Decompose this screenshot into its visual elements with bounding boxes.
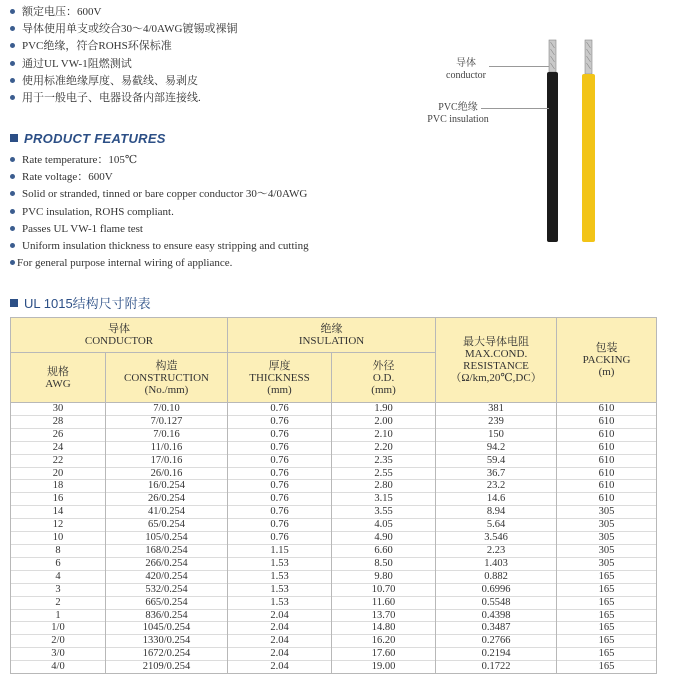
thickness-header: 厚度 THICKNESS (mm): [228, 353, 332, 403]
packing-cell: 165: [557, 648, 657, 661]
packing-cell: 610: [557, 467, 657, 480]
packing-cell: 305: [557, 506, 657, 519]
packing-cell: 610: [557, 493, 657, 506]
thickness-cell: 2.04: [228, 661, 332, 674]
awg-cell: 2/0: [11, 635, 106, 648]
table-row: [11, 506, 657, 519]
resistance-cell: 36.7: [436, 467, 557, 480]
thickness-cell: 0.76: [228, 403, 332, 416]
construction-cell: 7/0.16: [106, 428, 228, 441]
table-row: [11, 480, 657, 493]
od-cell: 4.05: [332, 519, 436, 532]
awg-header: 规格 AWG: [11, 353, 106, 403]
square-bullet-icon: [10, 134, 18, 142]
table-row: [11, 609, 657, 622]
awg-cell: 16: [11, 493, 106, 506]
table-row: [11, 467, 657, 480]
table-row: [11, 532, 657, 545]
yellow-wire-insulation: [582, 74, 595, 242]
awg-cell: 12: [11, 519, 106, 532]
od-cell: 14.80: [332, 622, 436, 635]
black-wire-insulation: [547, 72, 558, 242]
conductor-header: 导体 CONDUCTOR: [11, 318, 228, 353]
construction-cell: 41/0.254: [106, 506, 228, 519]
od-cell: 13.70: [332, 609, 436, 622]
awg-cell: 8: [11, 544, 106, 557]
packing-cell: 305: [557, 519, 657, 532]
od-cell: 17.60: [332, 648, 436, 661]
awg-cell: 1: [11, 609, 106, 622]
packing-cell: 305: [557, 544, 657, 557]
packing-header: 包装 PACKING (m): [557, 318, 657, 403]
od-cell: 2.35: [332, 454, 436, 467]
bullet-icon: [10, 243, 15, 248]
construction-cell: 105/0.254: [106, 532, 228, 545]
thickness-cell: 0.76: [228, 441, 332, 454]
od-cell: 9.80: [332, 570, 436, 583]
resistance-cell: 94.2: [436, 441, 557, 454]
construction-cell: 266/0.254: [106, 557, 228, 570]
construction-cell: 11/0.16: [106, 441, 228, 454]
awg-cell: 1/0: [11, 622, 106, 635]
bullet-icon: [10, 260, 15, 265]
thickness-cell: 1.15: [228, 544, 332, 557]
awg-cell: 22: [11, 454, 106, 467]
resistance-cell: 0.2766: [436, 635, 557, 648]
thickness-cell: 2.04: [228, 635, 332, 648]
awg-cell: 28: [11, 415, 106, 428]
packing-cell: 610: [557, 454, 657, 467]
table-row: [11, 635, 657, 648]
thickness-cell: 0.76: [228, 454, 332, 467]
wire-illustration: [540, 36, 660, 246]
resistance-cell: 0.1722: [436, 661, 557, 674]
chinese-features-list: [10, 4, 430, 107]
thickness-cell: 0.76: [228, 480, 332, 493]
awg-cell: 2: [11, 596, 106, 609]
resistance-cell: 0.882: [436, 570, 557, 583]
table-header-row: [11, 318, 657, 353]
list-item: 用于一般电子、电器设备内部连接线.: [10, 90, 430, 107]
resistance-cell: 2.23: [436, 544, 557, 557]
construction-cell: 7/0.10: [106, 403, 228, 416]
thickness-cell: 0.76: [228, 506, 332, 519]
awg-cell: 4/0: [11, 661, 106, 674]
construction-cell: 532/0.254: [106, 583, 228, 596]
od-cell: 19.00: [332, 661, 436, 674]
packing-cell: 305: [557, 532, 657, 545]
awg-cell: 6: [11, 557, 106, 570]
resistance-header: 最大导体电阻 MAX.COND. RESISTANCE （Ω/km,20℃,DC）: [436, 318, 557, 403]
conductor-label: 导体 conductor: [446, 58, 486, 81]
bullet-icon: [10, 157, 15, 162]
thickness-cell: 2.04: [228, 622, 332, 635]
table-row: [11, 415, 657, 428]
thickness-cell: 0.76: [228, 532, 332, 545]
resistance-cell: 8.94: [436, 506, 557, 519]
packing-cell: 610: [557, 428, 657, 441]
list-item: For general purpose internal wiring of appliance.: [10, 255, 430, 272]
table-row: [11, 441, 657, 454]
table-row: [11, 557, 657, 570]
construction-cell: 1045/0.254: [106, 622, 228, 635]
od-cell: 4.90: [332, 532, 436, 545]
od-cell: 8.50: [332, 557, 436, 570]
packing-cell: 165: [557, 570, 657, 583]
thickness-cell: 1.53: [228, 583, 332, 596]
packing-cell: 165: [557, 661, 657, 674]
construction-cell: 168/0.254: [106, 544, 228, 557]
packing-cell: 165: [557, 609, 657, 622]
construction-header: 构造 CONSTRUCTION (No./mm): [106, 353, 228, 403]
insulation-label: PVC绝缘 PVC insulation: [427, 102, 489, 125]
packing-cell: 305: [557, 557, 657, 570]
resistance-cell: 5.64: [436, 519, 557, 532]
bullet-icon: [10, 209, 15, 214]
spec-table: [10, 317, 657, 674]
square-bullet-icon: [10, 299, 18, 307]
awg-cell: 26: [11, 428, 106, 441]
list-item: Rate voltage：600V: [10, 169, 430, 186]
table-row: [11, 648, 657, 661]
packing-cell: 610: [557, 441, 657, 454]
table-row: [11, 403, 657, 416]
construction-cell: 2109/0.254: [106, 661, 228, 674]
yellow-wire-conductor: [585, 40, 592, 74]
awg-cell: 3/0: [11, 648, 106, 661]
awg-cell: 20: [11, 467, 106, 480]
od-cell: 2.20: [332, 441, 436, 454]
resistance-cell: 0.6996: [436, 583, 557, 596]
table-row: [11, 570, 657, 583]
packing-cell: 610: [557, 403, 657, 416]
resistance-cell: 381: [436, 403, 557, 416]
list-item: Uniform insulation thickness to ensure easy stripping and cutting: [10, 238, 430, 255]
thickness-cell: 0.76: [228, 415, 332, 428]
construction-cell: 665/0.254: [106, 596, 228, 609]
resistance-cell: 150: [436, 428, 557, 441]
od-cell: 1.90: [332, 403, 436, 416]
resistance-cell: 0.2194: [436, 648, 557, 661]
list-item: Rate temperature：105℃: [10, 152, 430, 169]
od-cell: 2.00: [332, 415, 436, 428]
resistance-cell: 23.2: [436, 480, 557, 493]
od-cell: 16.20: [332, 635, 436, 648]
awg-cell: 30: [11, 403, 106, 416]
bullet-icon: [10, 191, 15, 196]
packing-cell: 610: [557, 415, 657, 428]
awg-cell: 24: [11, 441, 106, 454]
bullet-icon: [10, 78, 15, 83]
packing-cell: 610: [557, 480, 657, 493]
english-features-list: [10, 152, 430, 272]
bullet-icon: [10, 26, 15, 31]
packing-cell: 165: [557, 596, 657, 609]
list-item: 通过UL VW-1阻燃测试: [10, 56, 430, 73]
construction-cell: 16/0.254: [106, 480, 228, 493]
bullet-icon: [10, 95, 15, 100]
bullet-icon: [10, 174, 15, 179]
construction-cell: 65/0.254: [106, 519, 228, 532]
table-row: [11, 454, 657, 467]
resistance-cell: 14.6: [436, 493, 557, 506]
construction-cell: 420/0.254: [106, 570, 228, 583]
packing-cell: 165: [557, 622, 657, 635]
thickness-cell: 2.04: [228, 648, 332, 661]
awg-cell: 10: [11, 532, 106, 545]
od-header: 外径 O.D. (mm): [332, 353, 436, 403]
thickness-cell: 0.76: [228, 519, 332, 532]
thickness-cell: 0.76: [228, 428, 332, 441]
table-row: [11, 428, 657, 441]
bullet-icon: [10, 43, 15, 48]
table-row: [11, 544, 657, 557]
list-item: Passes UL VW-1 flame test: [10, 221, 430, 238]
resistance-cell: 0.4398: [436, 609, 557, 622]
od-cell: 2.55: [332, 467, 436, 480]
construction-cell: 836/0.254: [106, 609, 228, 622]
list-item: 额定电压：600V: [10, 4, 430, 21]
thickness-cell: 0.76: [228, 493, 332, 506]
thickness-cell: 2.04: [228, 609, 332, 622]
spec-table-body: [11, 403, 657, 674]
construction-cell: 26/0.16: [106, 467, 228, 480]
resistance-cell: 0.3487: [436, 622, 557, 635]
od-cell: 3.15: [332, 493, 436, 506]
thickness-cell: 1.53: [228, 596, 332, 609]
table-row: [11, 596, 657, 609]
awg-cell: 4: [11, 570, 106, 583]
table-row: [11, 622, 657, 635]
table-title: UL 1015结构尺寸附表: [10, 293, 151, 312]
packing-cell: 165: [557, 583, 657, 596]
table-row: [11, 661, 657, 674]
black-wire-conductor: [549, 40, 556, 72]
construction-cell: 7/0.127: [106, 415, 228, 428]
od-cell: 2.80: [332, 480, 436, 493]
awg-cell: 14: [11, 506, 106, 519]
resistance-cell: 0.5548: [436, 596, 557, 609]
od-cell: 2.10: [332, 428, 436, 441]
construction-cell: 1672/0.254: [106, 648, 228, 661]
resistance-cell: 239: [436, 415, 557, 428]
resistance-cell: 3.546: [436, 532, 557, 545]
bullet-icon: [10, 9, 15, 14]
awg-cell: 3: [11, 583, 106, 596]
od-cell: 10.70: [332, 583, 436, 596]
awg-cell: 18: [11, 480, 106, 493]
construction-cell: 17/0.16: [106, 454, 228, 467]
resistance-cell: 59.4: [436, 454, 557, 467]
od-cell: 3.55: [332, 506, 436, 519]
bullet-icon: [10, 61, 15, 66]
construction-cell: 1330/0.254: [106, 635, 228, 648]
construction-cell: 26/0.254: [106, 493, 228, 506]
list-item: 使用标准绝缘厚度、易截线、易剥皮: [10, 73, 430, 90]
thickness-cell: 0.76: [228, 467, 332, 480]
table-row: [11, 493, 657, 506]
conductor-leader-line: [489, 66, 549, 67]
thickness-cell: 1.53: [228, 570, 332, 583]
packing-cell: 165: [557, 635, 657, 648]
list-item: 导体使用单支或绞合30～4/0AWG镀锡或裸铜: [10, 21, 430, 38]
od-cell: 11.60: [332, 596, 436, 609]
table-row: [11, 519, 657, 532]
table-row: [11, 583, 657, 596]
thickness-cell: 1.53: [228, 557, 332, 570]
bullet-icon: [10, 226, 15, 231]
insulation-header: 绝缘 INSULATION: [228, 318, 436, 353]
od-cell: 6.60: [332, 544, 436, 557]
list-item: PVC insulation, ROHS compliant.: [10, 204, 430, 221]
product-features-heading: PRODUCT FEATURES: [10, 131, 166, 146]
list-item: PVC绝缘，符合ROHS环保标准: [10, 38, 430, 55]
list-item: Solid or stranded, tinned or bare copper conductor 30～4/0AWG: [10, 186, 430, 203]
resistance-cell: 1.403: [436, 557, 557, 570]
